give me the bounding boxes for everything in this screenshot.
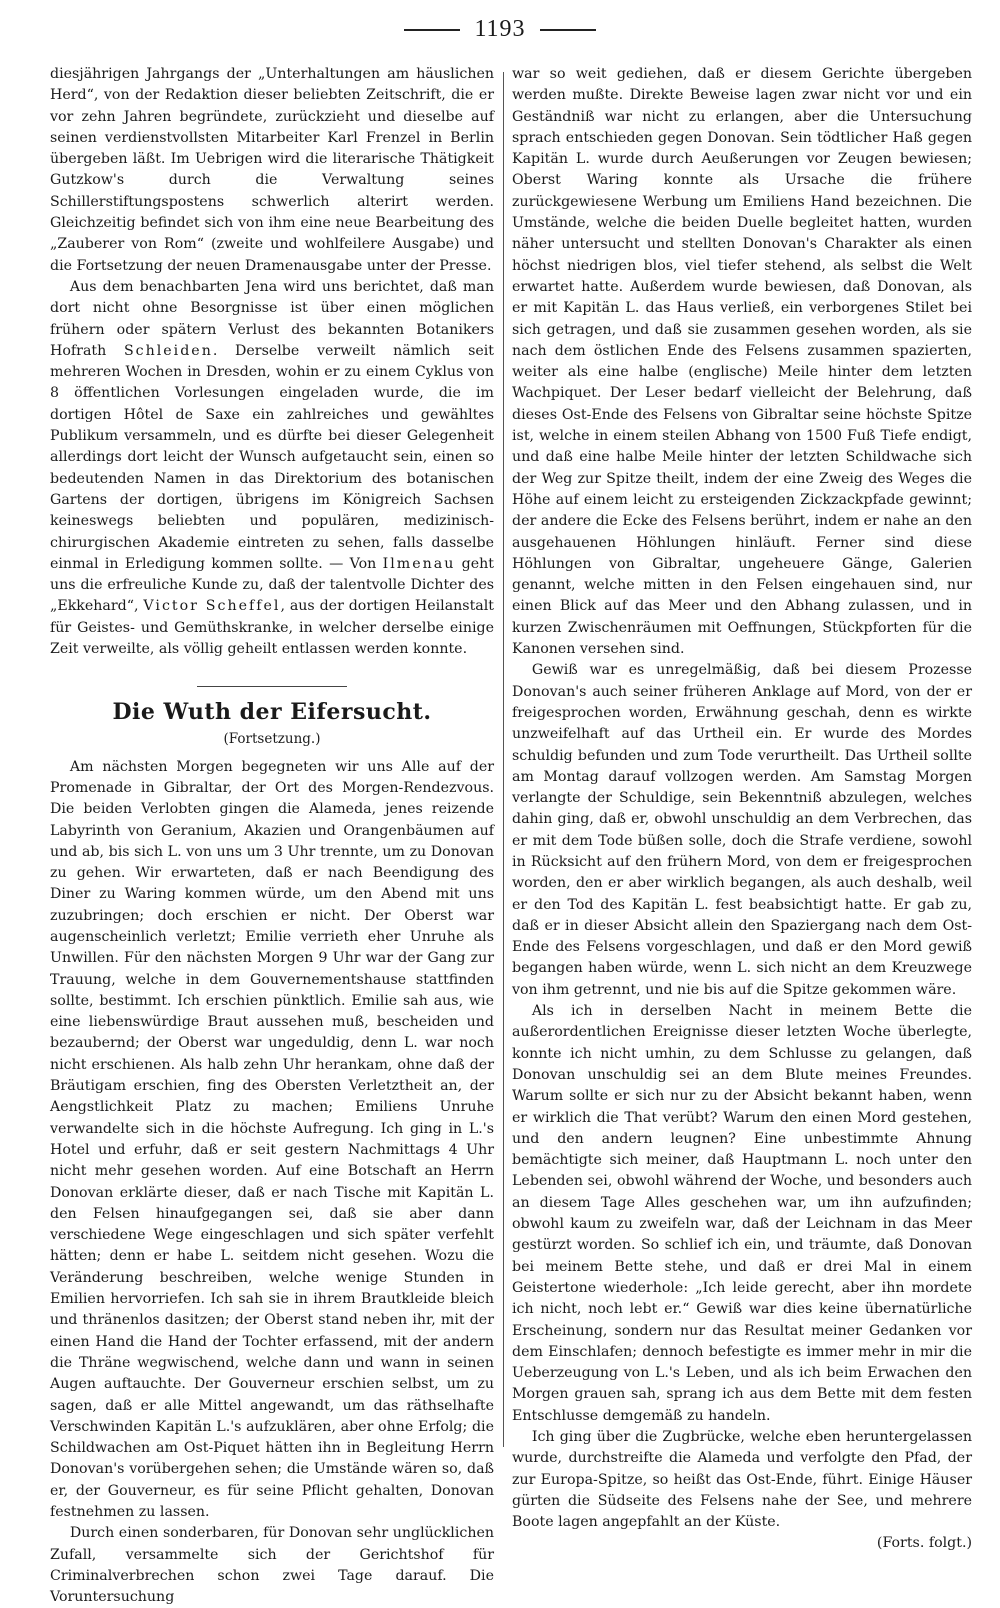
story-paragraph-4: Gewiß war es unregelmäßig, daß bei diesem Prozesse Donovan's auch seiner früheren Anklage auf Mord, von der er freigesprochen worden, Erwähnung geschah, denn es wirkte unzweifelhaft auf das Urtheil ein. Er wurde des Mordes schuldig befunden und zum Tode verurtheilt. Das Urtheil sollte am Montag darauf vollzogen werden. Am Samstag Morgen verlangte der Schuldige, sein Bekenntniß abzulegen, welches dahin ging, daß er, obwohl unschuldig an dem Verbrechen, das er mit dem Tode büßen solle, doch die Strafe verdiene, sowohl in Rücksicht auf den frühern Mord, von dem er freigesprochen worden, den er aber wirklich begangen, als auch deshalb, weil er den Tod des Kapitän L. fest beabsichtigt hatte. Er gab zu, daß er in dieser Absicht allein den Spaziergang nach dem Ost-Ende des Felsens vorgeschlagen, und daß er den Mord gewiß begangen haben würde, wenn L. sich nicht an dem Kreuzwege von ihm getrennt, und nie bis auf die Spitze gekommen wäre. <box>512 662 972 998</box>
name-schleiden: Schleiden <box>123 342 213 359</box>
story-paragraph-3: war so weit gediehen, daß er diesem Gerichte übergeben werden mußte. Direkte Beweise lagen zwar nicht vor und ein Geständniß war nicht zu erlangen, aber die Untersuchung sprach entschieden gegen Donovan. Sein tödtlicher Haß gegen Kapitän L. wurde durch Aeußerungen vor Zeugen bewiesen; Oberst Waring konnte als Ursache die frühere zurückgewiesene Werbung um Emiliens Hand bezeichnen. Die Umstände, welche die beiden Duelle begleitet hatten, wurden näher untersucht und stellten Donovan's Charakter als einen höchst niedrigen blos, viel tiefer stehend, als selbst die Welt erwartet hatte. Außerdem wurde bewiesen, daß Donovan, als er mit Kapitän L. das Haus verließ, ein verborgenes Stilet bei sich getragen, und daß sie zusammen gesehen worden, als sie nach dem östlichen Ende des Felsens zusammen spazierten, weiter als eine halbe (englische) Meile hinter dem letzten Wachpiquet. Der Leser bedarf vielleicht der Belehrung, daß dieses Ost-Ende des Felsens von Gibraltar seine höchste Spitze ist, welche in einem steilen Abhang von 1500 Fuß Tiefe endigt, und daß eine halbe Meile hinter der letzten Schildwache sich der Weg zur Spitze theilt, indem der eine Zweig des Weges die Höhe auf einem leicht zu ersteigenden Zickzackpfade gewinnt; der andere die Ecke des Felsens berührt, indem er nahe an den ausgehauenen Höhlungen hinläuft. Ferner sind diese Höhlungen von Gibraltar, ungeheuere Gänge, Galerien genannt, welche mitten in den Felsen eingehauen sind, nur einen Blick auf das Meer und den Abhang zulassen, und in kurzen Zwischenräumen mit Oeffnungen, Stückpforten für die Kanonen versehen sind. <box>512 66 972 658</box>
story-paragraph-5: Als ich in derselben Nacht in meinem Bette die außerordentlichen Ereignisse dieser letzten Woche überlegte, konnte ich nicht umhin, zu dem Schlusse zu gelangen, daß Donovan unschuldig sei an dem Blute meines Freundes. Warum sollte er sich nur zu der Absicht bekannt haben, wenn er wirklich die That verübt? Warum den einen Mord gestehen, und den andern leugnen? Eine unbestimmte Ahnung bemächtigte sich meiner, daß Hauptmann L. noch unter den Lebenden sei, obwohl während der Woche, und besonders auch an diesem Tage Alles geschehen war, um ihn aufzufinden; obwohl kaum zu zweifeln war, daß der Leichnam in das Meer gestürzt worden. So schlief ich ein, und träumte, daß Donovan bei meinem Bette stehe, und daß er drei Mal in einem Geistertone wiederhole: „Ich leide gerecht, aber ihn mordete ich nicht, noch lebt er.“ Gewiß war dies keine übernatürliche Erscheinung, sondern nur das Resultat meiner Gedanken vor dem Einschlafen; dennoch befestigte es immer mehr in mir die Ueberzeugung von L.'s Leben, und als ich beim Erwachen den Morgen grauen sah, sprang ich aus dem Bette mit dem festen Entschlusse demgemäß zu handeln. <box>512 1003 972 1424</box>
story-paragraph-2: Durch einen sonderbaren, für Donovan sehr unglücklichen Zufall, versammelte sich der Gerichtshof für Criminalverbrechen schon zwei Tage darauf. Die Voruntersuchung <box>50 1525 494 1606</box>
left-column <box>50 64 494 1608</box>
name-scheffel: Victor Scheffel <box>143 598 281 615</box>
news-jena-text-b: . Derselbe verweilt nämlich seit mehreren Wochen in Dresden, wohin er zu einem Cyklus von 8 öffentlichen Vorlesungen eingeladen wurde, die im dortigen Hôtel de Saxe ein zahlreiches und gewähltes Publikum versammeln, und es dürfte bei dieser Gelegenheit allerdings dort leicht der Wunsch aufgetaucht sein, einen so bedeutenden Namen in das Direktorium des botanischen Gartens der dortigen, übrigens im Königreich Sachsen keineswegs beliebten und populären, medizinisch-chirurgischen Akademie eintreten zu sehen, falls dasselbe einmal in Erledigung kommen sollte. — Von <box>50 342 494 572</box>
story-paragraph-6: Ich ging über die Zugbrücke, welche eben heruntergelassen wurde, durchstreifte die Alameda und verfolgte den Pfad, der zur Europa-Spitze, so heißt das Ost-Ende, führt. Einige Häuser gürten die Südseite des Felsens nahe der See, und mehrere Boote lagen angepfahlt an der Küste. <box>512 1429 972 1531</box>
article-title: Die Wuth der Eifersucht. <box>112 699 432 726</box>
page-number: 1193 <box>474 16 526 42</box>
news-jena-text-a: Aus dem benachbarten Jena wird uns berichtet, daß man dort nicht ohne Besorgnisse ist über einen möglichen frühern oder spätern Verlust des bekannten Botanikers Hofrath <box>50 278 494 359</box>
header-rule-right <box>540 29 596 31</box>
news-jena-text-c: geht uns die erfreuliche Kunde zu, daß der talentvolle Dichter des „Ekkehard“, <box>50 555 495 615</box>
name-ilmenau: Ilmenau <box>382 555 456 572</box>
article-rule <box>197 686 347 687</box>
right-column <box>512 64 972 1555</box>
continuation-note: (Forts. folgt.) <box>876 1535 972 1552</box>
story-paragraph-1: Am nächsten Morgen begegneten wir uns Alle auf der Promenade in Gibraltar, der Ort des Morgen-Rendezvous. Die beiden Verlobten gingen die Alameda, jenes reizende Labyrinth von Geranium, Akazien und Orangenbäumen auf und ab, bis sich L. von uns um 3 Uhr trennte, um zu Donovan zu gehen. Wir erwarteten, daß er nach Beendigung des Diner zu Waring kommen würde, um den Abend mit uns zuzubringen; doch erschien er nicht. Der Oberst war augenscheinlich verletzt; Emilie verrieth eher Unruhe als Unwillen. Für den nächsten Morgen 9 Uhr war der Gang zur Trauung, welche in dem Gouvernementshause stattfinden sollte, bestimmt. Ich erschien pünktlich. Emilie sah aus, wie eine liebenswürdige Braut aussehen muß, bescheiden und bezaubernd; der Oberst war ungeduldig, denn L. war noch nicht erschienen. Als halb zehn Uhr herankam, ohne daß der Bräutigam erschien, fing des Obersten Verletztheit an, der Aengstlichkeit Platz zu machen; Emiliens Unruhe verwandelte sich in die höchste Aufregung. Ich ging in L.'s Hotel und erfuhr, daß er seit gestern Nachmittags 4 Uhr nicht mehr gesehen worden. Auf eine Botschaft an Herrn Donovan erklärte dieser, daß er nach Tische mit Kapitän L. den Felsen hinaufgegangen sei, daß sie aber dann verschiedene Wege eingeschlagen und sich später verfehlt hätten; denn er habe L. seitdem nicht gesehen. Wozu die Veränderung beschreiben, welche wenige Stunden in Emilien hervorriefen. Ich sah sie in ihrem Brautkleide bleich und thränenlos dasitzen; der Oberst stand neben ihr, mit der einen Hand die Hand der Tochter erfassend, mit der andern die Thräne wegwischend, welche dann und wann in seinen Augen auftauchte. Der Gouverneur erschien selbst, um zu sagen, daß er alle Mittel angewandt, um das räthselhafte Verschwinden Kapitän L.'s aufzuklären, aber ohne Erfolg; die Schildwachen am Ost-Piquet hätten ihn in Begleitung Herrn Donovan's vorübergehen sehen; die Umstände wären so, daß er, der Gouverneur, es für seine Pflicht gehalten, Donovan festnehmen zu lassen. <box>50 758 494 1520</box>
page-header <box>0 16 1000 43</box>
article-subtitle: (Fortsetzung.) <box>223 731 321 748</box>
article-heading <box>50 686 494 750</box>
news-paragraph-jena <box>50 277 494 660</box>
header-rule-left <box>404 29 460 31</box>
column-divider <box>503 72 504 1447</box>
news-paragraph-gutzkow: diesjährigen Jahrgangs der „Unterhaltungen am häuslichen Herd“, von der Redaktion dieser beliebten Zeitschrift, die er vor zehn Jahren begründete, zurückzieht und dieselbe auf seinen verdienstvollsten Mitarbeiter Karl Frenzel in Berlin übergeben läßt. Im Uebrigen wird die literarische Thätigkeit Gutzkow's durch die Verwaltung seines Schillerstiftungspostens schwerlich alterirt werden. Gleichzeitig befindet sich von ihm eine neue Bearbeitung des „Zauberer von Rom“ (zweite und wohlfeilere Ausgabe) und die Fortsetzung der neuen Dramenausgabe unter der Presse. <box>50 66 494 274</box>
news-jena-text-d: , aus der dortigen Heilanstalt für Geistes- und Gemüthskranke, in welcher derselbe einige Zeit verweilte, als völlig geheilt entlassen werden konnte. <box>50 598 494 658</box>
